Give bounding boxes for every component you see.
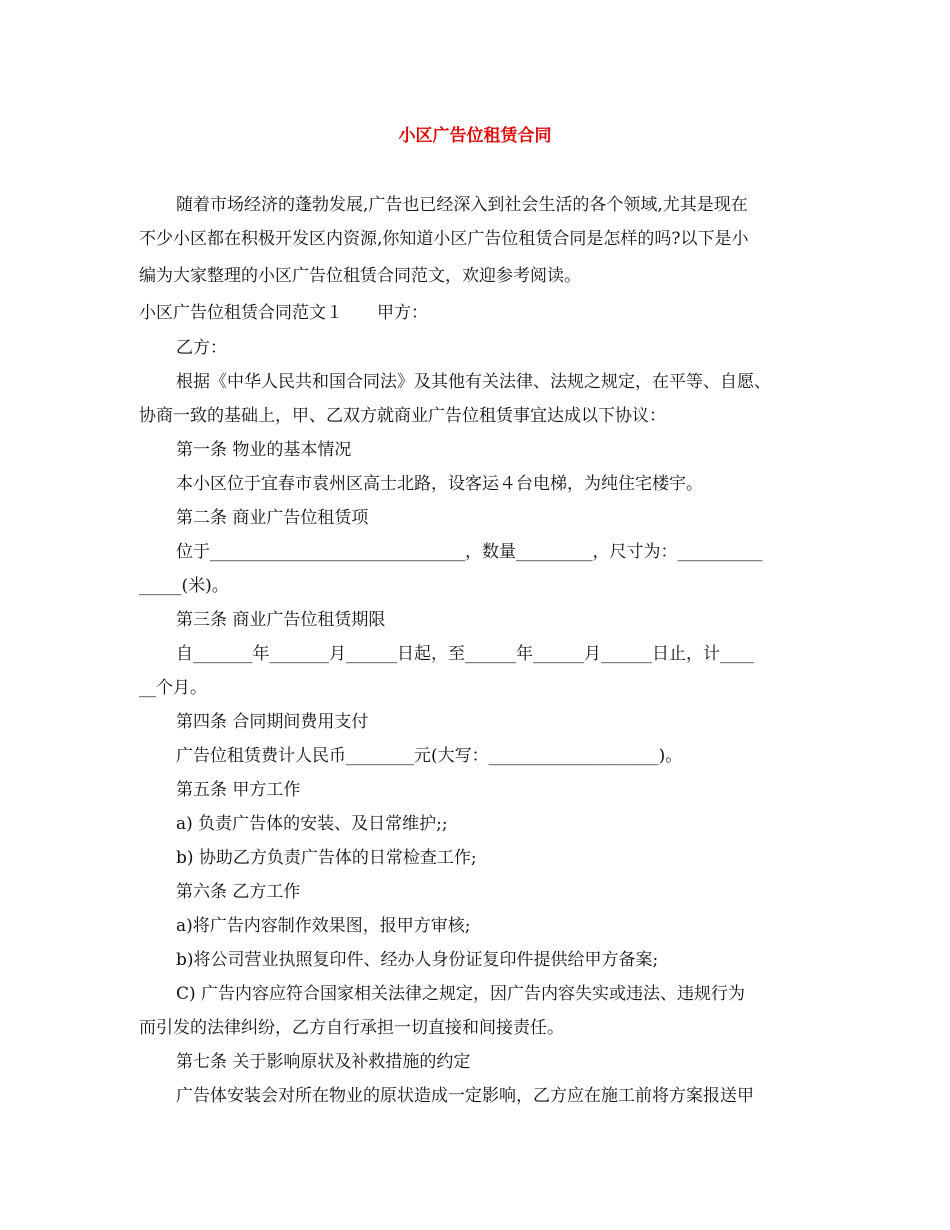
- contract-heading-party-a: 小区广告位租赁合同范文１ 甲方：: [139, 303, 428, 323]
- article-6-item-c-2: 而引发的法律纠纷，乙方自行承担一切直接和间接责任。: [139, 1018, 564, 1038]
- article-7-heading: 第七条 关于影响原状及补救措施的约定: [176, 1052, 471, 1072]
- intro-line-2: 不少小区都在积极开发区内资源,你知道小区广告位租赁合同是怎样的吗?以下是小: [139, 229, 749, 249]
- party-b-label: 乙方：: [176, 338, 227, 358]
- article-7-text: 广告体安装会对所在物业的原状造成一定影响，乙方应在施工前将方案报送甲: [176, 1086, 754, 1106]
- preamble-line-1: 根据《中华人民共和国合同法》及其他有关法律、法规之规定，在平等、自愿、: [176, 372, 771, 392]
- article-4-heading: 第四条 合同期间费用支付: [176, 712, 369, 732]
- article-5-heading: 第五条 甲方工作: [176, 780, 301, 800]
- article-2-heading: 第二条 商业广告位租赁项: [176, 508, 369, 528]
- article-6-item-a: a)将广告内容制作效果图，报甲方审核;: [176, 916, 471, 936]
- article-3-heading: 第三条 商业广告位租赁期限: [176, 610, 386, 630]
- article-4-text: 广告位租赁费计人民币________元(大写：____________________)。: [176, 746, 683, 766]
- article-2-text-1: 位于______________________________，数量_________，尺寸为：__________: [176, 542, 763, 562]
- article-6-heading: 第六条 乙方工作: [176, 882, 301, 902]
- intro-line-1: 随着市场经济的蓬勃发展,广告也已经深入到社会生活的各个领域,尤其是现在: [176, 195, 748, 215]
- article-1-heading: 第一条 物业的基本情况: [176, 440, 352, 460]
- article-5-item-a: a) 负责广告体的安装、及日常维护;;: [176, 814, 448, 834]
- document-title: 小区广告位租赁合同: [398, 126, 552, 146]
- article-5-item-b: b) 协助乙方负责广告体的日常检查工作;: [176, 848, 477, 868]
- intro-line-3: 编为大家整理的小区广告位租赁合同范文，欢迎参考阅读。: [139, 266, 581, 286]
- preamble-line-2: 协商一致的基础上，甲、乙双方就商业广告位租赁事宜达成以下协议：: [139, 406, 666, 426]
- article-3-text-1: 自_______年_______月______日起，至______年______月______日止，计____: [176, 644, 754, 664]
- article-6-item-b: b)将公司营业执照复印件、经办人身份证复印件提供给甲方备案;: [176, 950, 659, 970]
- article-6-item-c-1: C) 广告内容应符合国家相关法律之规定，因广告内容失实或违法、违规行为: [176, 984, 746, 1004]
- article-2-text-2: _____(米)。: [139, 576, 229, 596]
- article-3-text-2: __个月。: [139, 678, 207, 698]
- article-1-text: 本小区位于宜春市袁州区高士北路，设客运４台电梯，为纯住宅楼宇。: [176, 474, 703, 494]
